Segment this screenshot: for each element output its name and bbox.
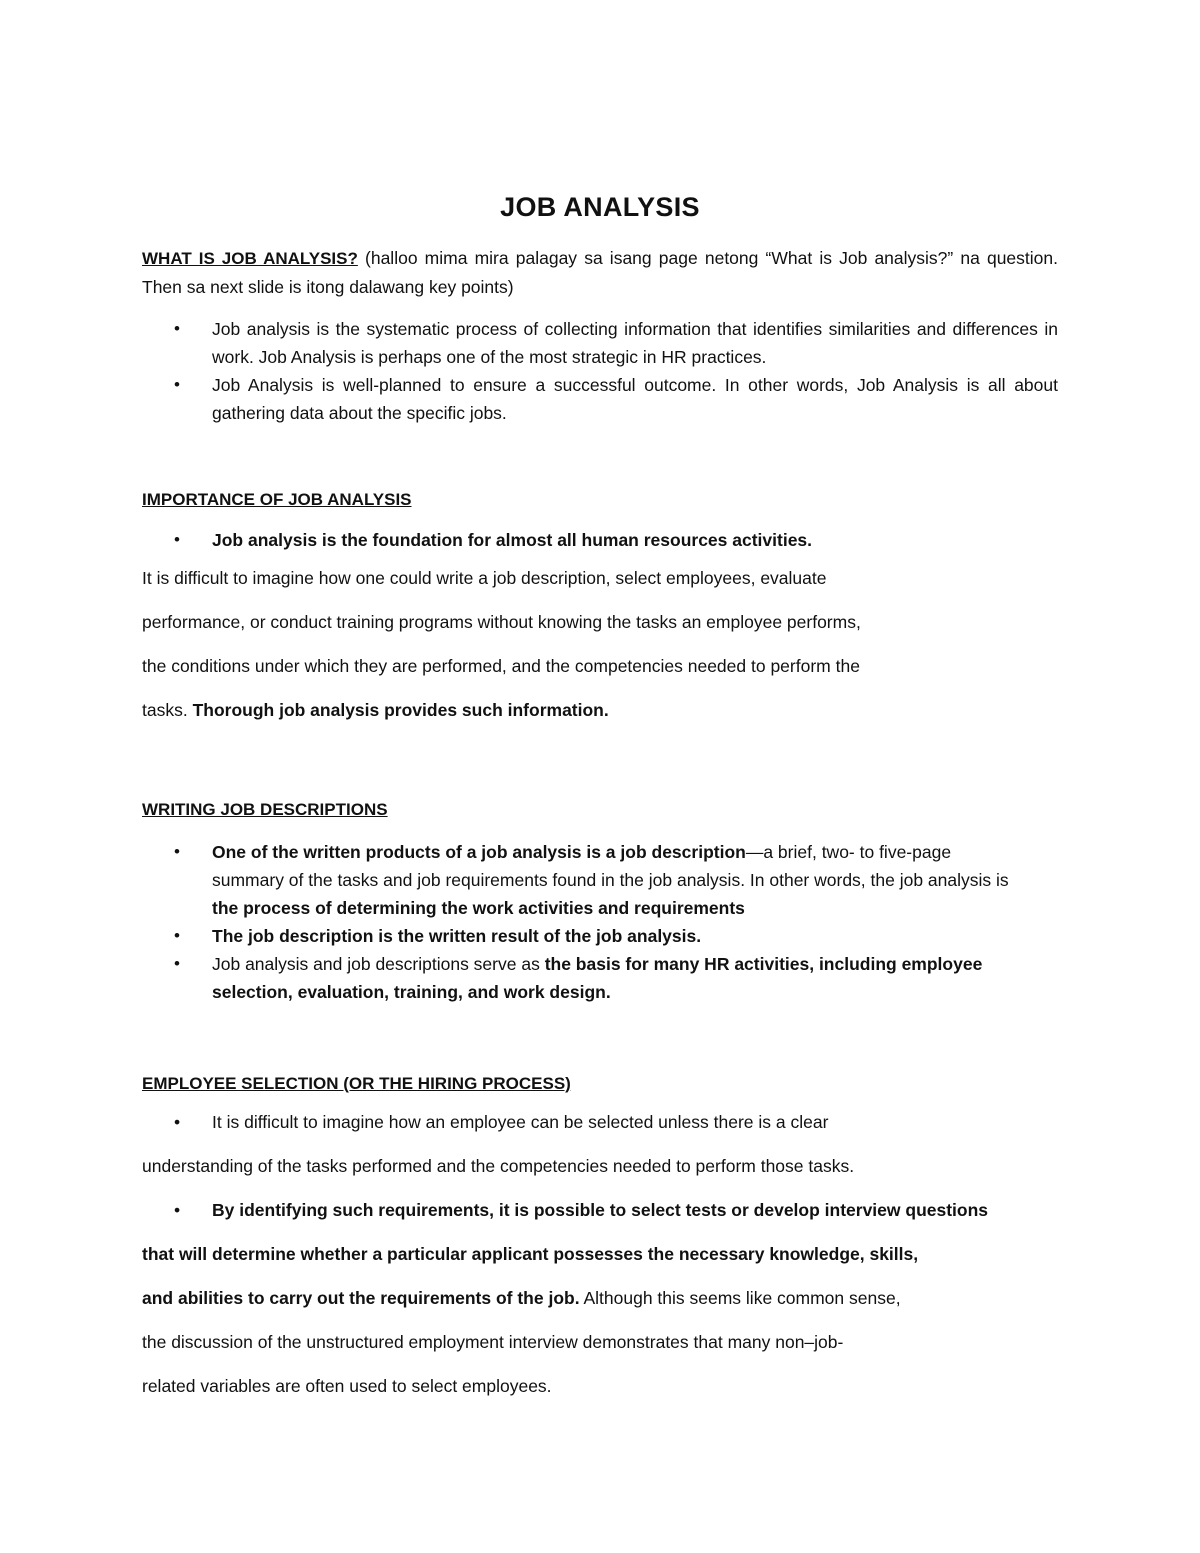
list-item: • One of the written products of a job analysis is a job description—a brief, two- to five-page summary of the tasks and job requirements found in the job analysis. In other words, the job analysis is the process of determining the work activities and requirements bbox=[142, 838, 1022, 922]
list-item: • It is difficult to imagine how an employee can be selected unless there is a clear bbox=[142, 1100, 1058, 1144]
list-item: • By identifying such requirements, it is possible to select tests or develop interview questions bbox=[142, 1188, 1058, 1232]
list-item: • The job description is the written result of the job analysis. bbox=[142, 922, 1022, 950]
section-importance bbox=[142, 490, 1058, 732]
section-heading: WHAT IS JOB ANALYSIS? bbox=[142, 249, 358, 268]
bullet-icon: • bbox=[174, 1200, 181, 1220]
section-heading: EMPLOYEE SELECTION (OR THE HIRING PROCESS) bbox=[142, 1074, 571, 1093]
section-writing-job-descriptions bbox=[142, 800, 1058, 1006]
bullet-list bbox=[142, 315, 1058, 427]
bullet-icon: • bbox=[174, 954, 180, 973]
section-what-is-job-analysis bbox=[142, 244, 1058, 427]
body-paragraph: It is difficult to imagine how one could write a job description, select employees, evaluate performance, or conduct training programs without knowing the tasks an employee performs, the conditions under which they are performed, and the competencies needed to perform the tasks. Thorough job analysis provides such information. bbox=[142, 568, 861, 720]
bullet-icon: • bbox=[174, 842, 180, 861]
bullet-icon: • bbox=[174, 375, 180, 394]
list-item: • Job analysis is the systematic process of collecting information that identifies similarities and differences in work. Job Analysis is perhaps one of the most strategic in HR practices. bbox=[142, 315, 1058, 371]
bullet-icon: • bbox=[174, 1112, 181, 1132]
bullet-icon: • bbox=[174, 319, 180, 338]
section-intro bbox=[142, 244, 1058, 301]
editor-note: (halloo mima mira palagay sa isang page netong “What is Job analysis?” na question. Then sa next slide is itong dalawang key points) bbox=[142, 248, 1058, 297]
body-paragraph: • It is difficult to imagine how an employee can be selected unless there is a clear understanding of the tasks performed and the competencies needed to perform those tasks. • By identifying such requirements, it is possible to select tests or develop interview questions that will determine whether a particular applicant possesses the necessary knowledge, skills, and abilities to carry out the requirements of the job. Although this seems like common sense, the discussion of the unstructured employment interview demonstrates that many non–job- related variables are often used to select employees. bbox=[142, 1100, 1058, 1408]
section-heading: IMPORTANCE OF JOB ANALYSIS bbox=[142, 490, 412, 509]
list-item: • Job analysis is the foundation for almost all human resources activities. bbox=[142, 526, 1058, 554]
list-item: • Job analysis and job descriptions serve as the basis for many HR activities, including employee selection, evaluation, training, and work design. bbox=[142, 950, 1022, 1006]
section-employee-selection bbox=[142, 1074, 1058, 1408]
bullet-icon: • bbox=[174, 926, 180, 945]
bullet-icon: • bbox=[174, 530, 180, 549]
document-title: JOB ANALYSIS bbox=[500, 192, 700, 222]
bullet-list bbox=[142, 526, 1058, 554]
section-heading: WRITING JOB DESCRIPTIONS bbox=[142, 800, 388, 819]
bullet-list bbox=[142, 838, 1058, 1006]
list-item: • Job Analysis is well-planned to ensure a successful outcome. In other words, Job Analysis is all about gathering data about the specific jobs. bbox=[142, 371, 1058, 427]
